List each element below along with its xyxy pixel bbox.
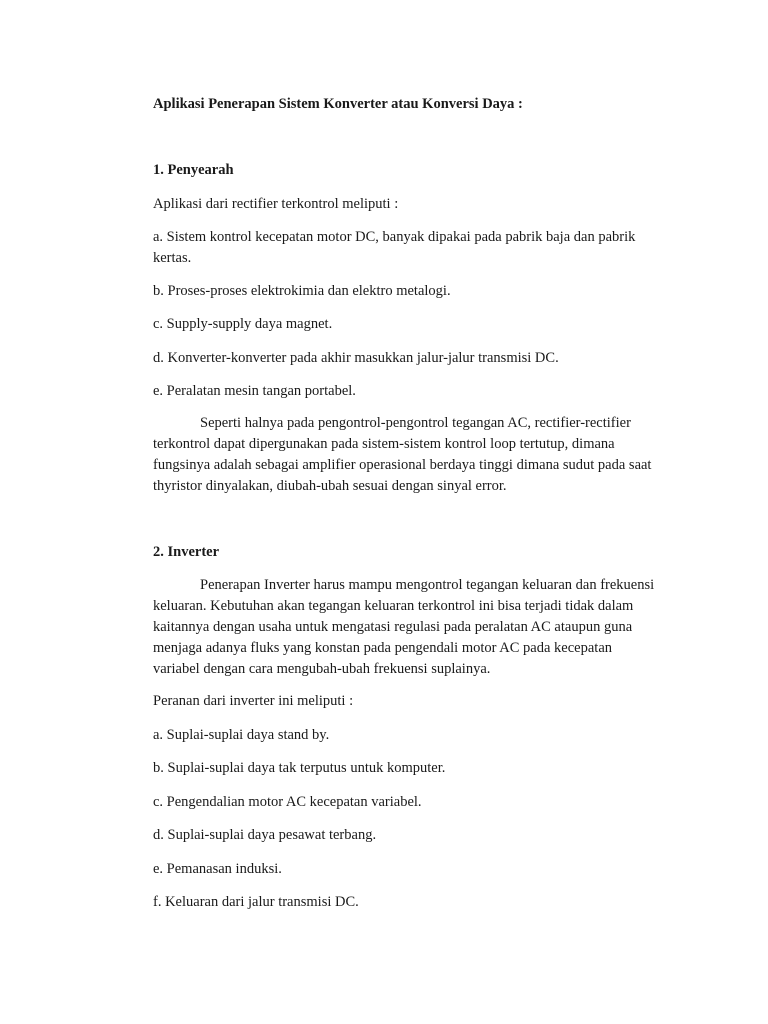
section2-paragraph [153,575,653,680]
document-title: Aplikasi Penerapan Sistem Konverter atau Konversi Daya : [153,96,523,112]
list-item: b. Proses-proses elektrokimia dan elektro metalogi. [153,283,451,299]
list-item: e. Peralatan mesin tangan portabel. [153,383,356,399]
paragraph-line: Penerapan Inverter harus mampu mengontrol tegangan keluaran dan frekuensi [200,577,655,593]
section-heading-penyearah: 1. Penyearah [153,162,234,178]
list-item: c. Supply-supply daya magnet. [153,316,333,332]
section1-paragraph [153,413,653,497]
paragraph-line: thyristor dinyalakan, diubah-ubah sesuai dengan sinyal error. [153,478,507,494]
list-item: d. Konverter-konverter pada akhir masukkan jalur-jalur transmisi DC. [153,350,559,366]
list-item [153,227,653,269]
paragraph-line: kaitannya dengan usaha untuk mengatasi regulasi pada peralatan AC ataupun guna [153,619,633,635]
list-item: b. Suplai-suplai daya tak terputus untuk komputer. [153,760,446,776]
list-item: a. Suplai-suplai daya stand by. [153,727,330,743]
list-item: f. Keluaran dari jalur transmisi DC. [153,894,359,910]
list-item: c. Pengendalian motor AC kecepatan variabel. [153,794,422,810]
list-item: d. Suplai-suplai daya pesawat terbang. [153,827,377,843]
paragraph-line: terkontrol dapat dipergunakan pada sistem-sistem kontrol loop tertutup, dimana [153,436,615,452]
list-item-line: a. Sistem kontrol kecepatan motor DC, banyak dipakai pada pabrik baja dan pabrik [153,229,636,245]
list-item: e. Pemanasan induksi. [153,861,282,877]
paragraph-line: keluaran. Kebutuhan akan tegangan keluaran terkontrol ini bisa terjadi tidak dalam [153,598,634,614]
list-item-line: kertas. [153,250,192,266]
section2-intro: Peranan dari inverter ini meliputi : [153,693,354,709]
section1-intro: Aplikasi dari rectifier terkontrol meliputi : [153,196,399,212]
section-heading-inverter: 2. Inverter [153,544,220,560]
paragraph-line: variabel dengan cara mengubah-ubah frekuensi suplainya. [153,661,491,677]
paragraph-line: menjaga adanya fluks yang konstan pada pengendali motor AC pada kecepatan [153,640,613,656]
paragraph-line: fungsinya adalah sebagai amplifier operasional berdaya tinggi dimana sudut pada saat [153,457,652,473]
paragraph-line: Seperti halnya pada pengontrol-pengontrol tegangan AC, rectifier-rectifier [200,415,631,431]
